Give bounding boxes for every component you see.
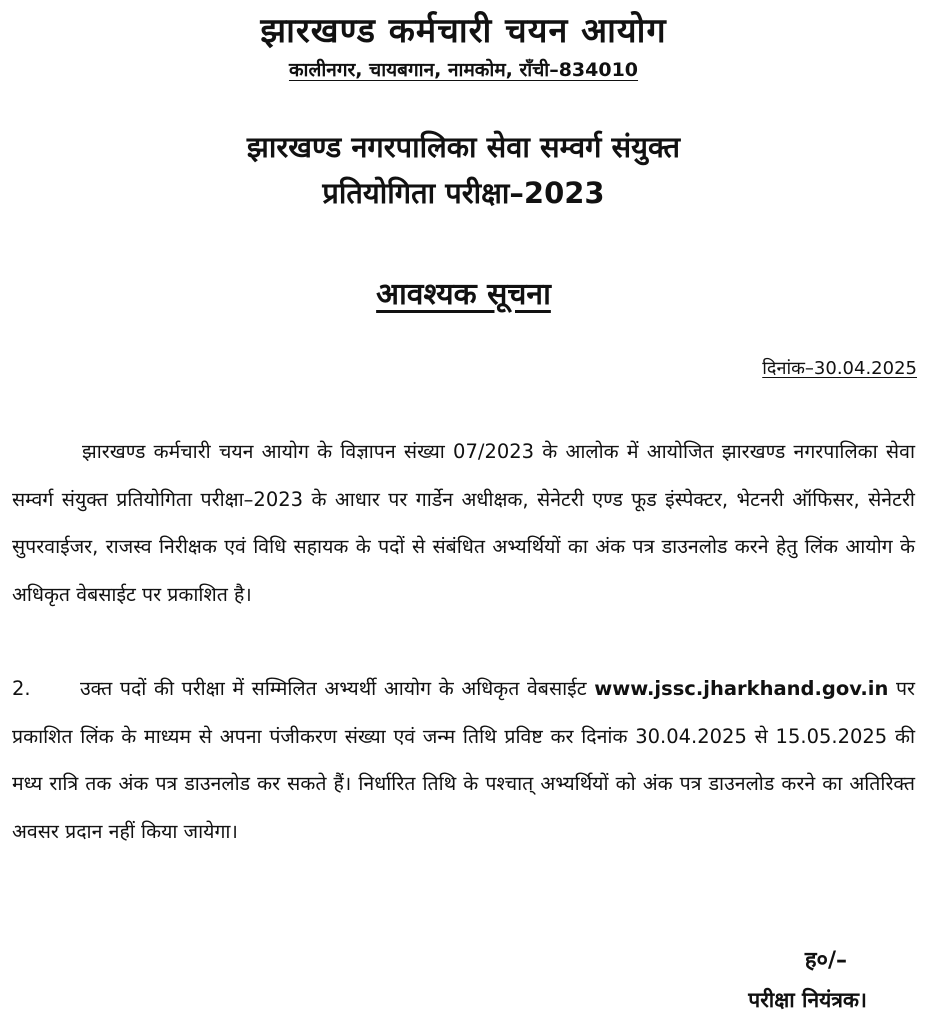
- signature-designation: परीक्षा नियंत्रक।: [748, 988, 867, 1012]
- signature-sd: ह०/–: [804, 948, 847, 973]
- org-address: [0, 56, 927, 82]
- paragraph-2-number: 2.: [12, 677, 31, 700]
- exam-title-line-1: झारखण्ड नगरपालिका सेवा सम्वर्ग संयुक्त: [246, 130, 681, 164]
- notice-heading-text: आवश्यक सूचना: [376, 277, 551, 312]
- exam-title: [0, 124, 927, 216]
- paragraph-2: [12, 665, 915, 855]
- org-name: झारखण्ड कर्मचारी चयन आयोग: [260, 11, 667, 51]
- notice-date: दिनांक–30.04.2025: [762, 358, 917, 379]
- website-link[interactable]: www.jssc.jharkhand.gov.in: [594, 677, 889, 700]
- exam-title-line-2: प्रतियोगिता परीक्षा–2023: [322, 176, 605, 210]
- org-address-text: कालीनगर, चायबगान, नामकोम, राँची–834010: [288, 59, 639, 81]
- paragraph-2-text-before-link: उक्त पदों की परीक्षा में सम्मिलित अभ्यर्थी आयोग के अधिकृत वेबसाईट: [80, 677, 595, 700]
- notice-heading: [0, 272, 927, 313]
- paragraph-1: झारखण्ड कर्मचारी चयन आयोग के विज्ञापन संख्या 07/2023 के आलोक में आयोजित झारखण्ड नगरपालिका सेवा सम्वर्ग संयुक्त प्रतियोगिता परीक्षा–2023 के आधार पर गार्डेन अधीक्षक, सेनेटरी एण्ड फूड इंस्पेक्टर, भेटनरी ऑफिसर, सेनेटरी सुपरवाईजर, राजस्व निरीक्षक एवं विधि सहायक के पदों से संबंधित अभ्यर्थियों का अंक पत्र डाउनलोड करने हेतु लिंक आयोग के अधिकृत वेबसाईट पर प्रकाशित है।: [12, 440, 915, 606]
- paragraph-2-text-after-link: पर प्रकाशित लिंक के माध्यम से अपना पंजीकरण संख्या एवं जन्म तिथि प्रविष्ट कर दिनांक 30.04.2025 से 15.05.2025 की मध्य रात्रि तक अंक पत्र डाउनलोड कर सकते हैं। निर्धारित तिथि के पश्चात् अभ्यर्थियों को अंक पत्र डाउनलोड करने का अतिरिक्त अवसर प्रदान नहीं किया जायेगा।: [12, 677, 915, 843]
